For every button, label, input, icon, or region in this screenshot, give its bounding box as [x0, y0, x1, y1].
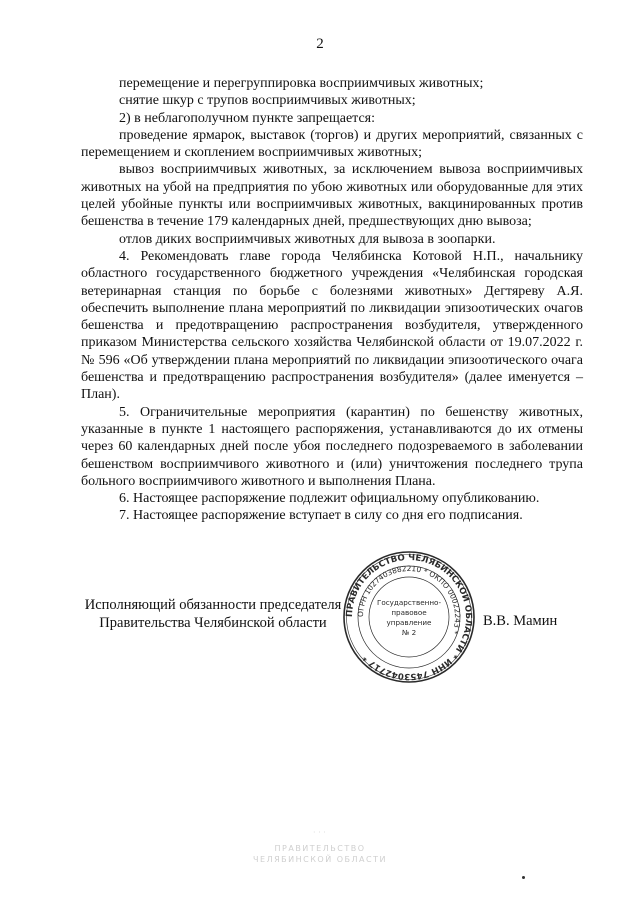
signatory-position-line: Исполняющий обязанности председателя	[84, 597, 342, 613]
seal-outer-text: ПРАВИТЕЛЬСТВО ЧЕЛЯБИНСКОЙ ОБЛАСТИ * ИНН 7453042717 *	[344, 552, 474, 682]
paragraph: проведение ярмарок, выставок (торгов) и других мероприятий, связанных с перемещением и скоплением восприимчивых животных;	[81, 127, 583, 161]
seal-inner-text: ОГРН 1027403882210 * ОКПО 00022243 *	[355, 563, 463, 636]
paragraph: 4. Рекомендовать главе города Челябинска Котовой Н.П., начальнику областного государственного бюджетного учреждения «Челябинская городская ветеринарная станция по борьбе с болезнями животных» Дегтяреву А.Я. обеспечить выполнение плана мероприятий по ликвидации эпизоотических очагов бешенства и предотвращению распространения возбудителя, утвержденного приказом Министерства сельского хозяйства Челябинской области от 19.07.2022 г. № 596 «Об утверждении плана мероприятий по ликвидации эпизоотического очага бешенства и предотвращению распространения возбудителя» (далее именуется – План).	[81, 248, 583, 403]
paragraph: 2) в неблагополучном пункте запрещается:	[119, 110, 376, 126]
official-seal	[342, 550, 476, 684]
seal-center-text: Государственно-	[376, 598, 442, 607]
paragraph: 5. Ограничительные мероприятия (карантин) по бешенству животных, указанные в пункте 1 настоящего распоряжения, устанавливаются до их отмены через 60 календарных дней после убоя последнего подозреваемого в заболевании бешенством восприимчивого животного и (или) уничтожения последнего трупа больного восприимчивого животного и выполнения Плана.	[81, 404, 583, 489]
footer-stamp	[0, 843, 640, 865]
page-number: 2	[316, 36, 324, 52]
document-body	[81, 75, 583, 525]
paragraph: перемещение и перегруппировка восприимчивых животных;	[119, 76, 484, 91]
signatory-position	[78, 596, 348, 632]
seal-inner-ring	[369, 577, 449, 657]
footer-stamp-line: ПРАВИТЕЛЬСТВО	[274, 844, 366, 853]
seal-center-text: правовое	[391, 608, 427, 617]
seal-center-text: управление	[386, 618, 432, 627]
paragraph: вывоз восприимчивых животных, за исключением вывоза восприимчивых животных на убой на предприятия по убою животных или оборудованные для этих целей убойные пункты или восприимчивых животных, вакцинированных против бешенства в течение 179 календарных дней, предшествующих дню вывоза;	[81, 162, 583, 230]
paragraph: 7. Настоящее распоряжение вступает в силу со дня его подписания.	[119, 508, 523, 524]
paragraph: 6. Настоящее распоряжение подлежит официальному опубликованию.	[119, 491, 540, 507]
signatory-name: В.В. Мамин	[483, 613, 558, 629]
corner-dot	[522, 876, 525, 879]
footer-mark: · · ·	[313, 828, 326, 837]
paragraph: отлов диких восприимчивых животных для вывоза в зоопарки.	[119, 231, 496, 247]
signatory-position-line: Правительства Челябинской области	[99, 615, 327, 631]
seal-center-text: № 2	[401, 628, 417, 637]
footer-stamp-line: ЧЕЛЯБИНСКОЙ ОБЛАСТИ	[253, 855, 387, 864]
paragraph: снятие шкур с трупов восприимчивых животных;	[119, 93, 416, 109]
